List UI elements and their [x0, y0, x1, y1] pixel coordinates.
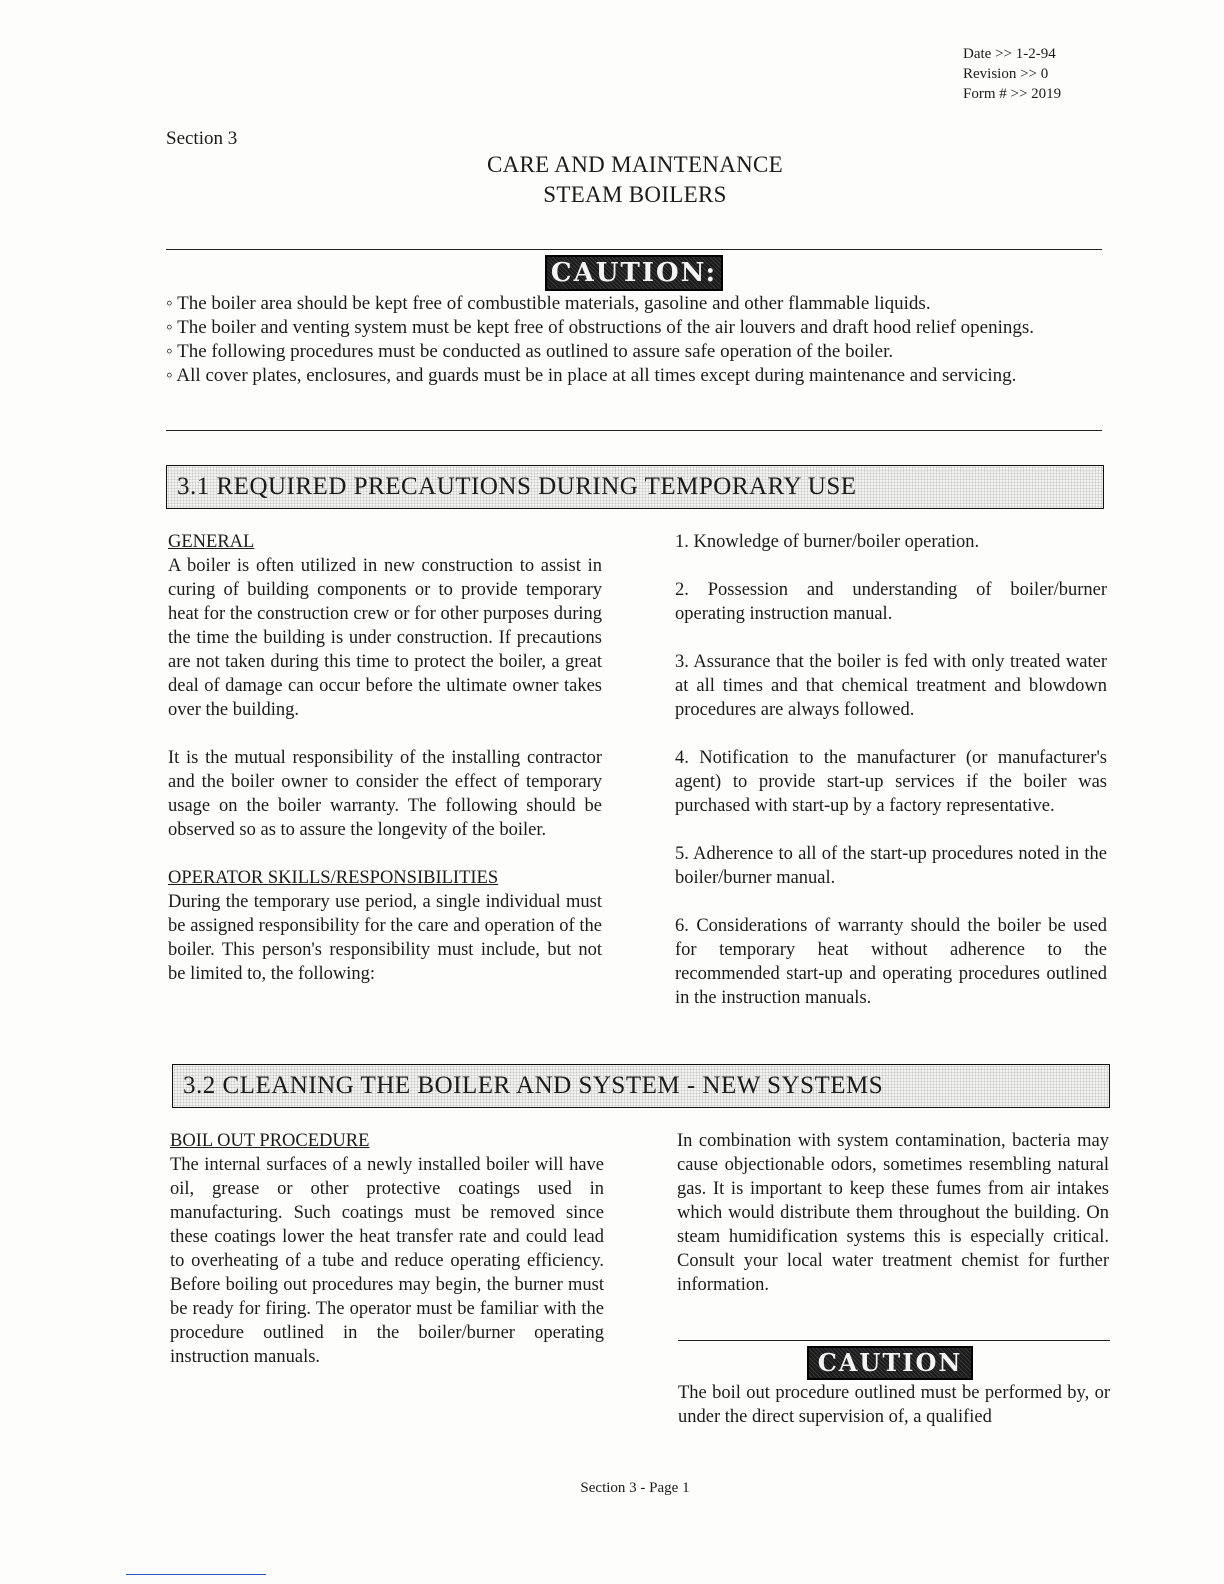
title-line-1: CARE AND MAINTENANCE — [486, 152, 784, 177]
revision-label: Revision >> 0 — [963, 66, 1049, 82]
boil-out-paragraph: The internal surfaces of a newly installed boiler will have oil, grease or other protective coatings used in manufacturing. Such coatings must be removed since these coatings lower the heat transfer rate and could lead to overheating of a tube and reduce operating efficiency. Before boiling out procedures may begin, the burner must be ready for firing. The operator must be familiar with the procedure outlined in the boiler/burner operating instruction manuals. — [170, 1155, 604, 1367]
caution-bullet: ◦ All cover plates, enclosures, and guards must be in place at all times except during maintenance and servicing. — [166, 365, 1017, 386]
caution-badge-small: CAUTION — [807, 1346, 973, 1380]
boil-out-caution-text — [678, 1381, 1110, 1429]
requirement-item: 1. Knowledge of burner/boiler operation. — [675, 532, 980, 552]
caution-bullet: ◦ The following procedures must be conducted as outlined to assure safe operation of the boiler. — [166, 341, 894, 362]
odor-paragraph: In combination with system contamination, bacteria may cause objectionable odors, sometimes resembling natural gas. It is important to keep these fumes from air intakes which would distribute them throughout the building. On steam humidification systems this is especially critical. Consult your local water treatment chemist for further information. — [677, 1131, 1109, 1295]
section-3-2-left-column — [170, 1129, 604, 1369]
bottom-mark — [126, 1574, 266, 1575]
document-meta — [963, 44, 1061, 104]
requirement-item: 4. Notification to the manufacturer (or manufacturer's agent) to provide start-up services if the boiler was purchased with start-up by a factory representative. — [675, 748, 1107, 816]
caution-bullet: ◦ The boiler and venting system must be kept free of obstructions of the air louvers and draft hood relief openings. — [166, 317, 1035, 338]
divider — [166, 430, 1102, 431]
section-3-1-left-column — [168, 530, 602, 986]
operator-heading: OPERATOR SKILLS/RESPONSIBILITIES — [168, 868, 499, 888]
requirement-item: 6. Considerations of warranty should the boiler be used for temporary heat without adherence to the recommended start-up and operating procedures outlined in the instruction manuals. — [675, 916, 1107, 1008]
requirement-item: 5. Adherence to all of the start-up procedures noted in the boiler/burner manual. — [675, 844, 1107, 888]
section-3-1-right-column — [675, 530, 1107, 1010]
caution-bullets — [166, 292, 1114, 388]
section-3-1-banner: 3.1 REQUIRED PRECAUTIONS DURING TEMPORARY USE — [166, 465, 1104, 509]
operator-paragraph: During the temporary use period, a single individual must be assigned responsibility for the care and operation of the boiler. This person's responsibility must include, but not be limited to, the following: — [168, 892, 602, 984]
boil-out-heading: BOIL OUT PROCEDURE — [170, 1131, 370, 1151]
section-label: Section 3 — [166, 128, 238, 149]
caution-badge: CAUTION: — [545, 255, 723, 291]
page-footer: Section 3 - Page 1 — [580, 1480, 690, 1496]
date-label: Date >> 1-2-94 — [963, 46, 1056, 62]
divider — [678, 1340, 1110, 1341]
divider — [166, 249, 1102, 250]
section-3-2-banner: 3.2 CLEANING THE BOILER AND SYSTEM - NEW SYSTEMS — [172, 1064, 1110, 1108]
form-number-label: Form # >> 2019 — [963, 86, 1062, 102]
general-paragraph-2: It is the mutual responsibility of the installing contractor and the boiler owner to consider the effect of temporary usage on the boiler warranty. The following should be observed so as to assure the longevity of the boiler. — [168, 748, 602, 840]
title-line-2: STEAM BOILERS — [543, 182, 727, 207]
caution-text: The boil out procedure outlined must be performed by, or under the direct supervision of, a qualified — [678, 1383, 1110, 1427]
general-paragraph-1: A boiler is often utilized in new construction to assist in curing of building components or to provide temporary heat for the construction crew or for other purposes during the time the building is under construction. If precautions are not taken during this time to protect the boiler, a great deal of damage can occur before the ultimate owner takes over the building. — [168, 556, 602, 720]
general-heading: GENERAL — [168, 532, 255, 552]
section-3-2-right-column — [677, 1129, 1109, 1297]
requirement-item: 3. Assurance that the boiler is fed with only treated water at all times and that chemical treatment and blowdown procedures are always followed. — [675, 652, 1107, 720]
caution-bullet: ◦ The boiler area should be kept free of combustible materials, gasoline and other flammable liquids. — [166, 293, 931, 314]
page-title — [0, 150, 1224, 210]
requirement-item: 2. Possession and understanding of boiler/burner operating instruction manual. — [675, 580, 1107, 624]
